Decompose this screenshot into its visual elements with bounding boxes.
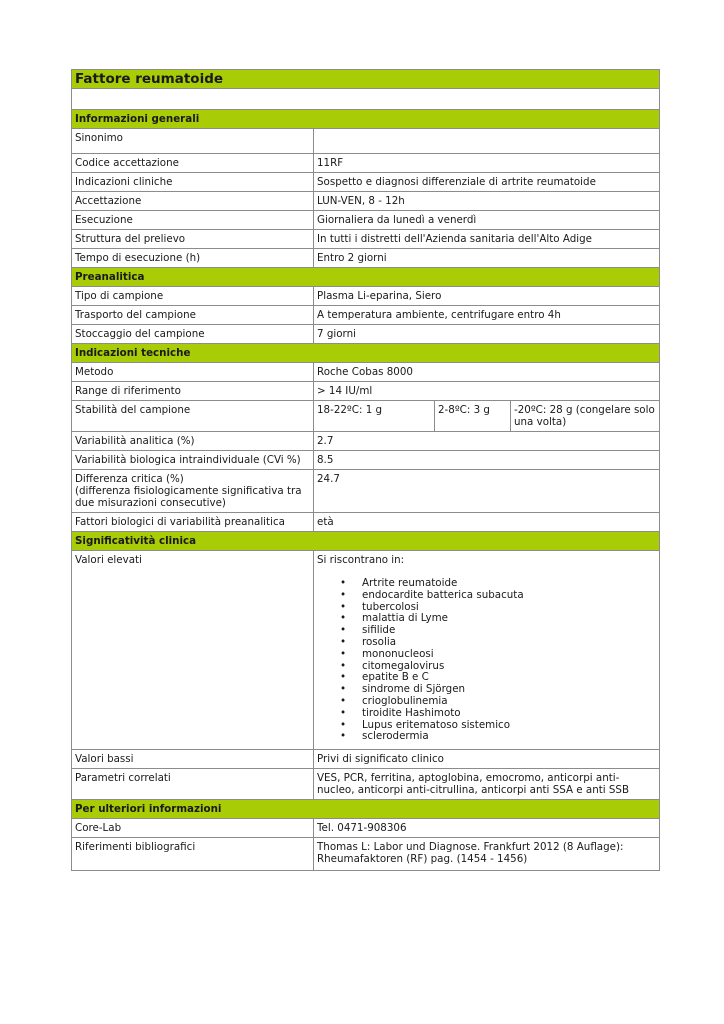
list-item: • sclerodermia <box>362 731 656 743</box>
field-value: Sospetto e diagnosi differenziale di artrite reumatoide <box>314 173 660 192</box>
field-value: A temperatura ambiente, centrifugare entro 4h <box>314 306 660 325</box>
stability-room-temp: 18-22ºC: 1 g <box>314 401 435 431</box>
elevated-intro: Si riscontrano in: <box>317 554 405 566</box>
field-label: Variabilità analitica (%) <box>72 432 314 451</box>
field-label: Valori bassi <box>72 750 314 769</box>
field-label: Sinonimo <box>72 129 314 154</box>
field-label: Tipo di campione <box>72 287 314 306</box>
spacer-row <box>72 89 660 110</box>
field-value: Plasma Li-eparina, Siero <box>314 287 660 306</box>
document-title: Fattore reumatoide <box>72 70 660 89</box>
field-label: Parametri correlati <box>72 769 314 800</box>
field-label: Struttura del prelievo <box>72 230 314 249</box>
list-item: • mononucleosi <box>362 649 656 661</box>
field-value <box>314 129 660 154</box>
field-label: Indicazioni cliniche <box>72 173 314 192</box>
field-value: LUN-VEN, 8 - 12h <box>314 192 660 211</box>
field-value: 8.5 <box>314 451 660 470</box>
field-value: Thomas L: Labor und Diagnose. Frankfurt 2012 (8 Auflage): Rheumafaktoren (RF) pag. (1454 - 1456) <box>314 838 660 871</box>
field-value: Tel. 0471-908306 <box>314 819 660 838</box>
field-label: Tempo di esecuzione (h) <box>72 249 314 268</box>
section-header-clinical: Significatività clinica <box>72 532 660 551</box>
field-label: Fattori biologici di variabilità preanalitica <box>72 513 314 532</box>
field-value: 7 giorni <box>314 325 660 344</box>
field-label: Esecuzione <box>72 211 314 230</box>
stability-values <box>314 401 660 432</box>
field-value: Roche Cobas 8000 <box>314 363 660 382</box>
field-label: Accettazione <box>72 192 314 211</box>
field-value: 2.7 <box>314 432 660 451</box>
list-item: • endocardite batterica subacuta <box>362 590 656 602</box>
field-value: Giornaliera da lunedì a venerdì <box>314 211 660 230</box>
field-label: Valori elevati <box>72 551 314 750</box>
list-item: • malattia di Lyme <box>362 613 656 625</box>
list-item: • sindrome di Sjörgen <box>362 684 656 696</box>
field-value: 24.7 <box>314 470 660 513</box>
field-label: Metodo <box>72 363 314 382</box>
field-value: Privi di significato clinico <box>314 750 660 769</box>
field-value: > 14 IU/ml <box>314 382 660 401</box>
section-header-more: Per ulteriori informazioni <box>72 800 660 819</box>
field-value: età <box>314 513 660 532</box>
field-label: Range di riferimento <box>72 382 314 401</box>
list-item: • Lupus eritematoso sistemico <box>362 720 656 732</box>
section-header-general: Informazioni generali <box>72 110 660 129</box>
field-label-critical-difference <box>72 470 314 513</box>
list-item: • crioglobulinemia <box>362 696 656 708</box>
lab-test-sheet <box>71 69 660 871</box>
list-item: • Artrite reumatoide <box>362 578 656 590</box>
list-item: • sifilide <box>362 625 656 637</box>
section-header-technical: Indicazioni tecniche <box>72 344 660 363</box>
list-item: • citomegalovirus <box>362 661 656 673</box>
field-label: Variabilità biologica intraindividuale (CVi %) <box>72 451 314 470</box>
elevated-values-cell <box>314 551 660 750</box>
field-label: Core-Lab <box>72 819 314 838</box>
stability-frozen: -20ºC: 28 g (congelare solo una volta) <box>514 404 655 428</box>
field-value: 11RF <box>314 154 660 173</box>
critical-difference-note: (differenza fisiologicamente significativa tra due misurazioni consecutive) <box>75 485 302 509</box>
list-item: • epatite B e C <box>362 672 656 684</box>
list-item: • rosolia <box>362 637 656 649</box>
critical-difference-title: Differenza critica (%) <box>75 473 184 485</box>
field-label: Stabilità del campione <box>72 401 314 432</box>
section-header-preanalytic: Preanalitica <box>72 268 660 287</box>
elevated-conditions-list <box>317 578 656 743</box>
field-value: In tutti i distretti dell'Azienda sanitaria dell'Alto Adige <box>314 230 660 249</box>
list-item: • tubercolosi <box>362 602 656 614</box>
field-label: Stoccaggio del campione <box>72 325 314 344</box>
field-label: Codice accettazione <box>72 154 314 173</box>
field-value: Entro 2 giorni <box>314 249 660 268</box>
stability-fridge: 2-8ºC: 3 g <box>435 401 511 431</box>
field-label: Trasporto del campione <box>72 306 314 325</box>
field-label: Riferimenti bibliografici <box>72 838 314 871</box>
list-item: • tiroidite Hashimoto <box>362 708 656 720</box>
field-value: VES, PCR, ferritina, aptoglobina, emocromo, anticorpi anti-nucleo, anticorpi anti-citrullina, anticorpi anti SSA e anti SSB <box>314 769 660 800</box>
